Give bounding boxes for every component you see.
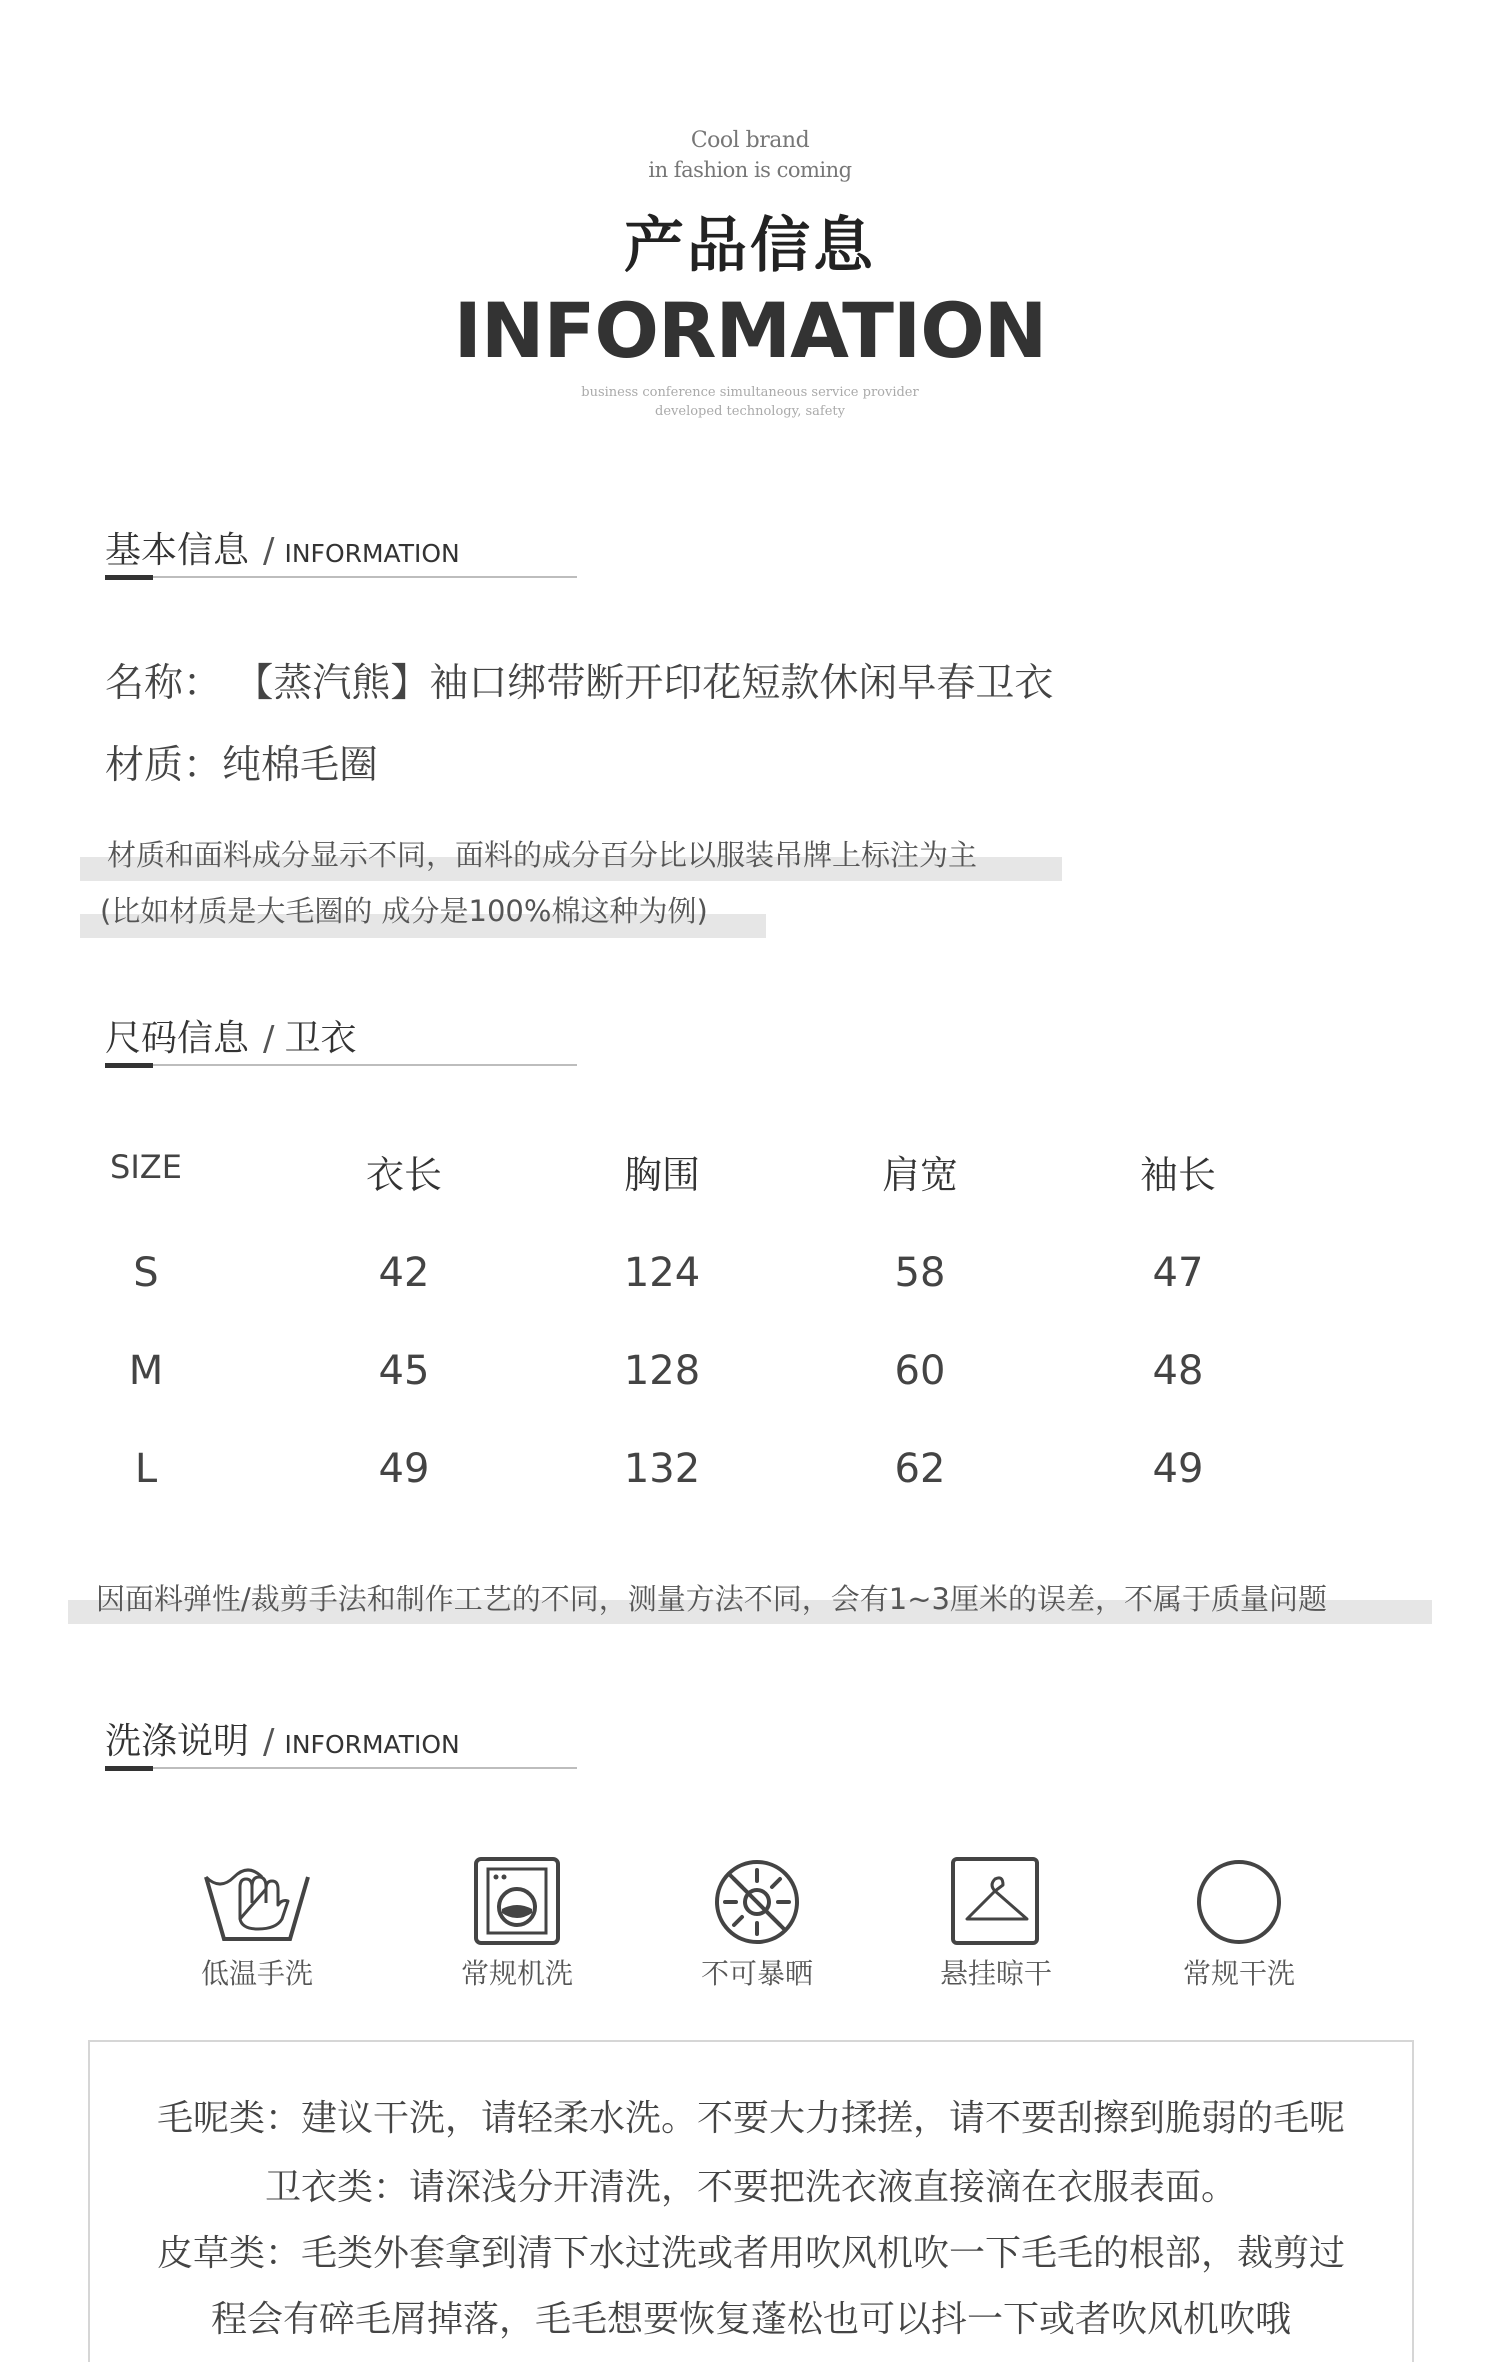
- subtitle-2: developed technology, safety: [655, 404, 845, 419]
- table-cell: 128: [623, 1348, 701, 1394]
- section-heading-basic: [105, 522, 577, 582]
- machine-wash-icon: [462, 1857, 572, 1947]
- wash-label: 常规机洗: [460, 1957, 573, 1990]
- section-heading-slash: /: [263, 1722, 275, 1762]
- table-cell: 49: [378, 1446, 430, 1492]
- column-header: 袖长: [1139, 1153, 1216, 1197]
- wash-label: 常规干洗: [1182, 1957, 1295, 1990]
- table-cell: 60: [894, 1348, 946, 1394]
- table-cell: L: [134, 1446, 158, 1492]
- table-cell: S: [133, 1250, 159, 1296]
- product-material: 材质：纯棉毛圈: [105, 743, 379, 788]
- table-cell: 58: [894, 1250, 946, 1296]
- column-header: SIZE: [110, 1148, 182, 1186]
- page-title-cn: 产品信息: [624, 211, 876, 281]
- section-heading-sub: 卫衣: [284, 1018, 357, 1059]
- material-note-2: (比如材质是大毛圈的 成分是100%棉这种为例): [100, 894, 708, 928]
- section-underline-accent: [105, 575, 153, 580]
- section-underline-accent: [105, 1063, 153, 1068]
- section-heading-size: [105, 1010, 577, 1070]
- wash-label: 低温手洗: [200, 1957, 313, 1990]
- section-heading-wash: [105, 1713, 577, 1773]
- dry-clean-icon: [1184, 1857, 1294, 1947]
- tagline-2: in fashion is coming: [648, 158, 852, 182]
- subtitle-1: business conference simultaneous service provider: [581, 385, 919, 400]
- table-cell: 49: [1152, 1446, 1204, 1492]
- section-underline: [105, 576, 577, 578]
- hand-wash-icon: [202, 1857, 312, 1947]
- table-cell: M: [128, 1348, 164, 1394]
- section-heading-zh: 尺码信息: [105, 1018, 250, 1059]
- table-cell: 132: [623, 1446, 701, 1492]
- section-underline: [105, 1064, 577, 1066]
- section-underline: [105, 1767, 577, 1769]
- section-heading-zh: 基本信息: [105, 530, 250, 571]
- section-heading-en: INFORMATION: [284, 539, 460, 568]
- table-cell: 45: [378, 1348, 430, 1394]
- table-cell: 47: [1152, 1250, 1204, 1296]
- tagline-1: Cool brand: [690, 128, 810, 153]
- product-name: 名称： 【蒸汽熊】袖口绑带断开印花短款休闲早春卫衣: [105, 661, 1054, 706]
- section-heading-slash: /: [263, 1019, 275, 1059]
- table-cell: 62: [894, 1446, 946, 1492]
- section-heading-en: INFORMATION: [284, 1730, 460, 1759]
- table-cell: 42: [378, 1250, 430, 1296]
- care-line: 卫衣类：请深浅分开清洗，不要把洗衣液直接滴在衣服表面。: [264, 2167, 1237, 2208]
- column-header: 衣长: [365, 1153, 442, 1197]
- section-heading-zh: 洗涤说明: [105, 1721, 250, 1762]
- table-cell: 124: [623, 1250, 701, 1296]
- no-sun-icon: [702, 1857, 812, 1947]
- care-line: 程会有碎毛屑掉落，毛毛想要恢复蓬松也可以抖一下或者吹风机吹哦: [210, 2299, 1291, 2340]
- section-underline-accent: [105, 1766, 153, 1771]
- care-line: 毛呢类：建议干洗，请轻柔水洗。不要大力揉搓，请不要刮擦到脆弱的毛呢: [156, 2098, 1345, 2139]
- table-cell: 48: [1152, 1348, 1204, 1394]
- wash-label: 悬挂晾干: [939, 1957, 1052, 1990]
- column-header: 肩宽: [881, 1153, 958, 1197]
- page-title-en: INFORMATION: [453, 286, 1047, 375]
- size-note: 因面料弹性/裁剪手法和制作工艺的不同，测量方法不同，会有1~3厘米的误差，不属于质量问题: [96, 1582, 1327, 1616]
- section-heading-slash: /: [263, 531, 275, 571]
- material-note-1: 材质和面料成分显示不同，面料的成分百分比以服装吊牌上标注为主: [107, 838, 978, 872]
- wash-label: 不可暴晒: [700, 1957, 813, 1990]
- hang-dry-icon: [941, 1857, 1051, 1947]
- column-header: 胸围: [623, 1153, 700, 1197]
- care-line: 皮草类：毛类外套拿到清下水过洗或者用吹风机吹一下毛毛的根部，裁剪过: [156, 2233, 1345, 2274]
